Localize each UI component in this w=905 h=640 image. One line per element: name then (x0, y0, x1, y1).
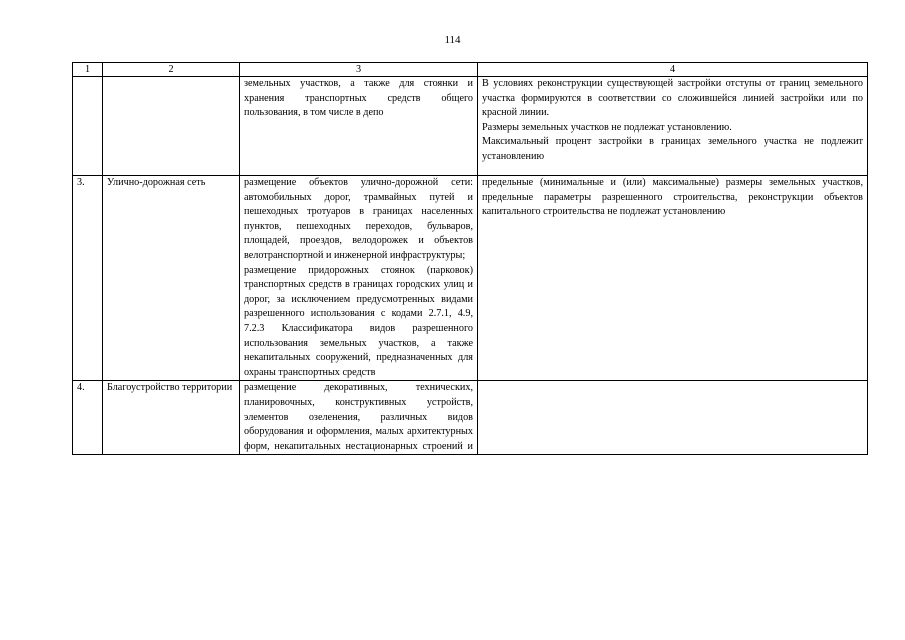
parameters-cell (478, 176, 868, 381)
parameters-cell (478, 77, 868, 176)
use-description-cell (240, 176, 478, 381)
use-description-cell (240, 381, 478, 455)
table-row (73, 381, 868, 455)
row-number-cell (73, 77, 103, 176)
row-number-cell: 4. (73, 381, 103, 455)
use-description-cell (240, 77, 478, 176)
column-header-3: 3 (240, 63, 478, 77)
column-header-4: 4 (478, 63, 868, 77)
page-number: 114 (444, 34, 461, 46)
column-header-1: 1 (73, 63, 103, 77)
table-header-row (73, 63, 868, 77)
use-description-text: размещение объектов улично-дорожной сети: автомобильных дорог, трамвайных путей и пешеходных тротуаров в границах населенных пунктов, пешеходных переходов, бульваров, площадей, проездов, велодорожек и объектов велотранспортной и инженерной инфраструктуры; (244, 177, 473, 261)
use-description-text: размещение декоративных, технических, планировочных, конструктивных устройств, элементов озеленения, различных видов оборудования и оформления, малых архитектурных форм, некапитальных нестационарных строений и (244, 382, 473, 452)
use-description-text: земельных участков, а также для стоянки и хранения транспортных средств общего пользования, в том числе в депо (244, 78, 473, 119)
table-row (73, 77, 868, 176)
parameters-text: Максимальный процент застройки в границах земельного участка не подлежит установлению (482, 136, 863, 162)
use-description-text: размещение придорожных стоянок (парковок) транспортных средств в границах городских улиц и дорог, за исключением предусмотренных видами разрешенного использования с кодами 2.7.1, 4.9, 7.2.3 Классификатора видов разрешенного использования земельных участков, а также некапитальных сооружений, предназначенных для охраны транспортных средств (244, 264, 473, 378)
zoning-regulations-table (72, 62, 868, 455)
table-row (73, 176, 868, 381)
use-type-name-cell: Улично-дорожная сеть (103, 176, 240, 381)
parameters-text: предельные (минимальные и (или) максимальные) размеры земельных участков, предельные параметры разрешенного строительства, реконструкции объектов капитального строительства не подлежат установлению (482, 177, 863, 218)
column-header-2: 2 (103, 63, 240, 77)
use-type-name-cell (103, 77, 240, 176)
parameters-text: Размеры земельных участков не подлежат установлению. (482, 121, 732, 133)
row-number-cell: 3. (73, 176, 103, 381)
parameters-text: В условиях реконструкции существующей застройки отступы от границ земельного участка формируются в соответствии со сложившейся линией застройки или по красной линии. (482, 78, 863, 119)
use-type-name-cell: Благоустройство территории (103, 381, 240, 455)
parameters-cell (478, 381, 868, 455)
